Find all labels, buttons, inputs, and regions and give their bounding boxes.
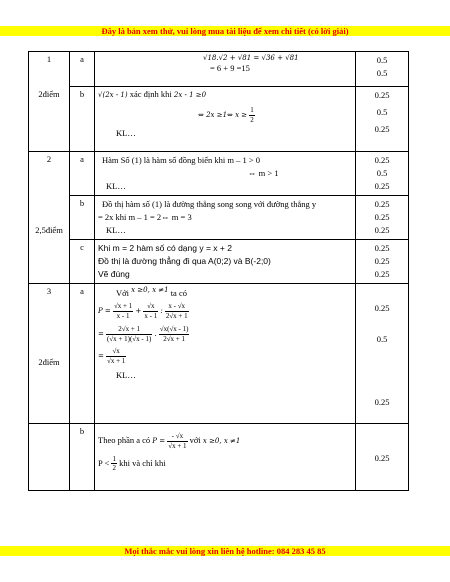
question-number: 3 (46, 286, 52, 296)
preview-banner-text: Đây là bản xem thử, vui lòng mua tài liệu để xem chi tiết (có lời giải) (101, 26, 349, 36)
math-line: = 6 + 9 =15 (210, 62, 250, 73)
question-points: 2điểm (38, 88, 60, 99)
fraction (111, 455, 117, 474)
numerator: √x(√x - 1) (159, 324, 189, 333)
score: 0.25 (374, 269, 390, 279)
part-label: c (70, 240, 95, 284)
math-expr: √(2x - 1) (98, 91, 128, 99)
text: Với (116, 287, 129, 298)
math-expr: ⇔ 2x ≥1⇔ x ≥ (198, 110, 248, 119)
answer-cell (95, 52, 356, 87)
hotline-banner (0, 546, 450, 556)
answer-line: Hàm Số (1) là hàm số đồng biến khi m – 1 > 0 (102, 155, 261, 165)
math-expr: : (160, 307, 163, 316)
numerator: 1 (112, 454, 116, 463)
score: 0.25 (374, 124, 390, 134)
denominator: (√x + 1)(√x - 1) (107, 334, 152, 343)
math-expr: P = (98, 307, 111, 316)
table-row (29, 87, 409, 152)
score: 0.5 (376, 107, 388, 117)
score-cell (356, 240, 409, 284)
part-label: b (70, 87, 95, 152)
fraction (249, 106, 255, 125)
numerator: √x + 1 (113, 302, 133, 311)
part-label: b (70, 196, 95, 240)
math-expr: x ≥0, x ≠1 (202, 437, 241, 446)
numerator: 2√x + 1 (106, 325, 152, 335)
question-number: 1 (46, 54, 52, 64)
text: ta có (170, 287, 187, 298)
score: 0.25 (374, 397, 390, 407)
answer-line: ⇔ m > 1 (248, 168, 279, 178)
text: P < (98, 457, 110, 468)
score: 0.25 (374, 155, 390, 165)
question-points: 2,5điểm (35, 224, 63, 235)
text: với (189, 435, 201, 446)
denominator: 2 (250, 115, 254, 124)
answer-cell (95, 424, 356, 491)
numerator: √x (143, 302, 158, 312)
table-row (29, 52, 409, 87)
math-expr: P = (152, 437, 166, 446)
score: 0.25 (374, 181, 390, 191)
table-row (29, 196, 409, 240)
score-cell (356, 52, 409, 87)
table-row (29, 152, 409, 196)
score: 0.25 (374, 212, 390, 222)
text: Theo phần a có (98, 435, 151, 446)
part-label: a (70, 52, 95, 87)
math-expr: 2x - 1 ≥0 (173, 91, 207, 99)
score: 0.5 (376, 68, 388, 78)
condition-text: xác định khi (129, 89, 172, 99)
score-cell (356, 87, 409, 152)
numerator: √x (106, 347, 126, 357)
question-number: 2 (46, 154, 52, 164)
question-points: 2điểm (38, 356, 60, 367)
conclusion: KL… (116, 369, 136, 380)
text: khi và chỉ khi (119, 457, 166, 468)
denominator: 2√x + 1 (163, 334, 186, 343)
math-expr: + (135, 307, 142, 316)
score: 0.25 (374, 225, 390, 235)
denominator: 2 (112, 464, 116, 473)
math-expr: = (98, 330, 104, 339)
score-cell (356, 284, 409, 424)
fraction (167, 432, 187, 451)
table-row (29, 284, 409, 424)
math-expr: = (98, 352, 104, 361)
part-label: b (70, 424, 95, 491)
fraction (106, 325, 152, 344)
answer-cell (95, 87, 356, 152)
score: 0.5 (376, 55, 388, 65)
answer-table (28, 51, 409, 491)
conclusion: KL… (106, 181, 126, 191)
numerator: 1 (250, 105, 254, 114)
answer-cell: Với $^{x \ge 0, x \ne 1}$ ta có P = $\frac{√x + 1}{x - 1}$ + $\frac{√x}{x - 1}$ : $\frac{x - √x}{2√x + 1}$ = $\frac{2√x + 1}{(√x + 1)(√x - 1)}$ . $\frac{√x(√x - 1)}{2√x + 1}$ = $\frac{√x}{√x + 1}$ KL… (95, 284, 356, 424)
score-cell (356, 152, 409, 196)
answer-line: Vẽ đúng (98, 269, 130, 279)
hotline-banner-text: Mọi thắc mắc vui lòng xin liên hệ hotline: 084 283 45 85 (124, 546, 326, 556)
preview-banner (0, 26, 450, 36)
score: 0.5 (376, 334, 388, 344)
denominator: x - 1 (116, 312, 130, 321)
question-cell (29, 52, 70, 152)
fraction (143, 302, 158, 321)
conclusion: KL… (116, 128, 136, 139)
score: 0.25 (374, 256, 390, 266)
fraction (159, 325, 190, 344)
fraction (165, 302, 189, 321)
denominator: x - 1 (144, 312, 158, 321)
math-expr: x ≥0, x ≠1 (131, 286, 169, 294)
answer-cell (95, 152, 356, 196)
denominator: √x + 1 (168, 441, 187, 450)
denominator: 2√x + 1 (165, 312, 188, 321)
fraction (113, 302, 133, 321)
conclusion: KL… (106, 225, 126, 235)
numerator: x - √x (165, 302, 189, 312)
score: 0.25 (374, 199, 390, 209)
answer-line: = 2x khi m – 1 = 2⇔ m = 3 (98, 212, 192, 222)
fraction (106, 347, 126, 366)
answer-line: Đồ thị là đường thẳng đi qua A(0;2) và B(-2;0) (98, 256, 271, 266)
answer-line: Đồ thị hàm số (1) là đường thẳng song song với đường thẳng y (102, 199, 317, 209)
answer-cell (95, 240, 356, 284)
question-cell (29, 152, 70, 284)
score: 0.25 (374, 453, 390, 463)
score: 0.25 (374, 90, 390, 100)
score: 0.5 (376, 168, 388, 178)
answer-cell (95, 196, 356, 240)
answer-line: Khi m = 2 hàm số có dạng y = x + 2 (98, 243, 232, 253)
score-cell (356, 424, 409, 491)
part-label: a (70, 152, 95, 196)
score: 0.25 (374, 303, 390, 313)
denominator: √x + 1 (107, 357, 126, 366)
question-cell (29, 424, 70, 491)
numerator: - √x (167, 432, 187, 442)
question-cell (29, 284, 70, 424)
score: 0.25 (374, 243, 390, 253)
table-row (29, 424, 409, 491)
part-label: a (70, 284, 95, 424)
math-line: √18.√2 + √81 = √36 + √81 (203, 54, 299, 62)
score-cell (356, 196, 409, 240)
table-row (29, 240, 409, 284)
